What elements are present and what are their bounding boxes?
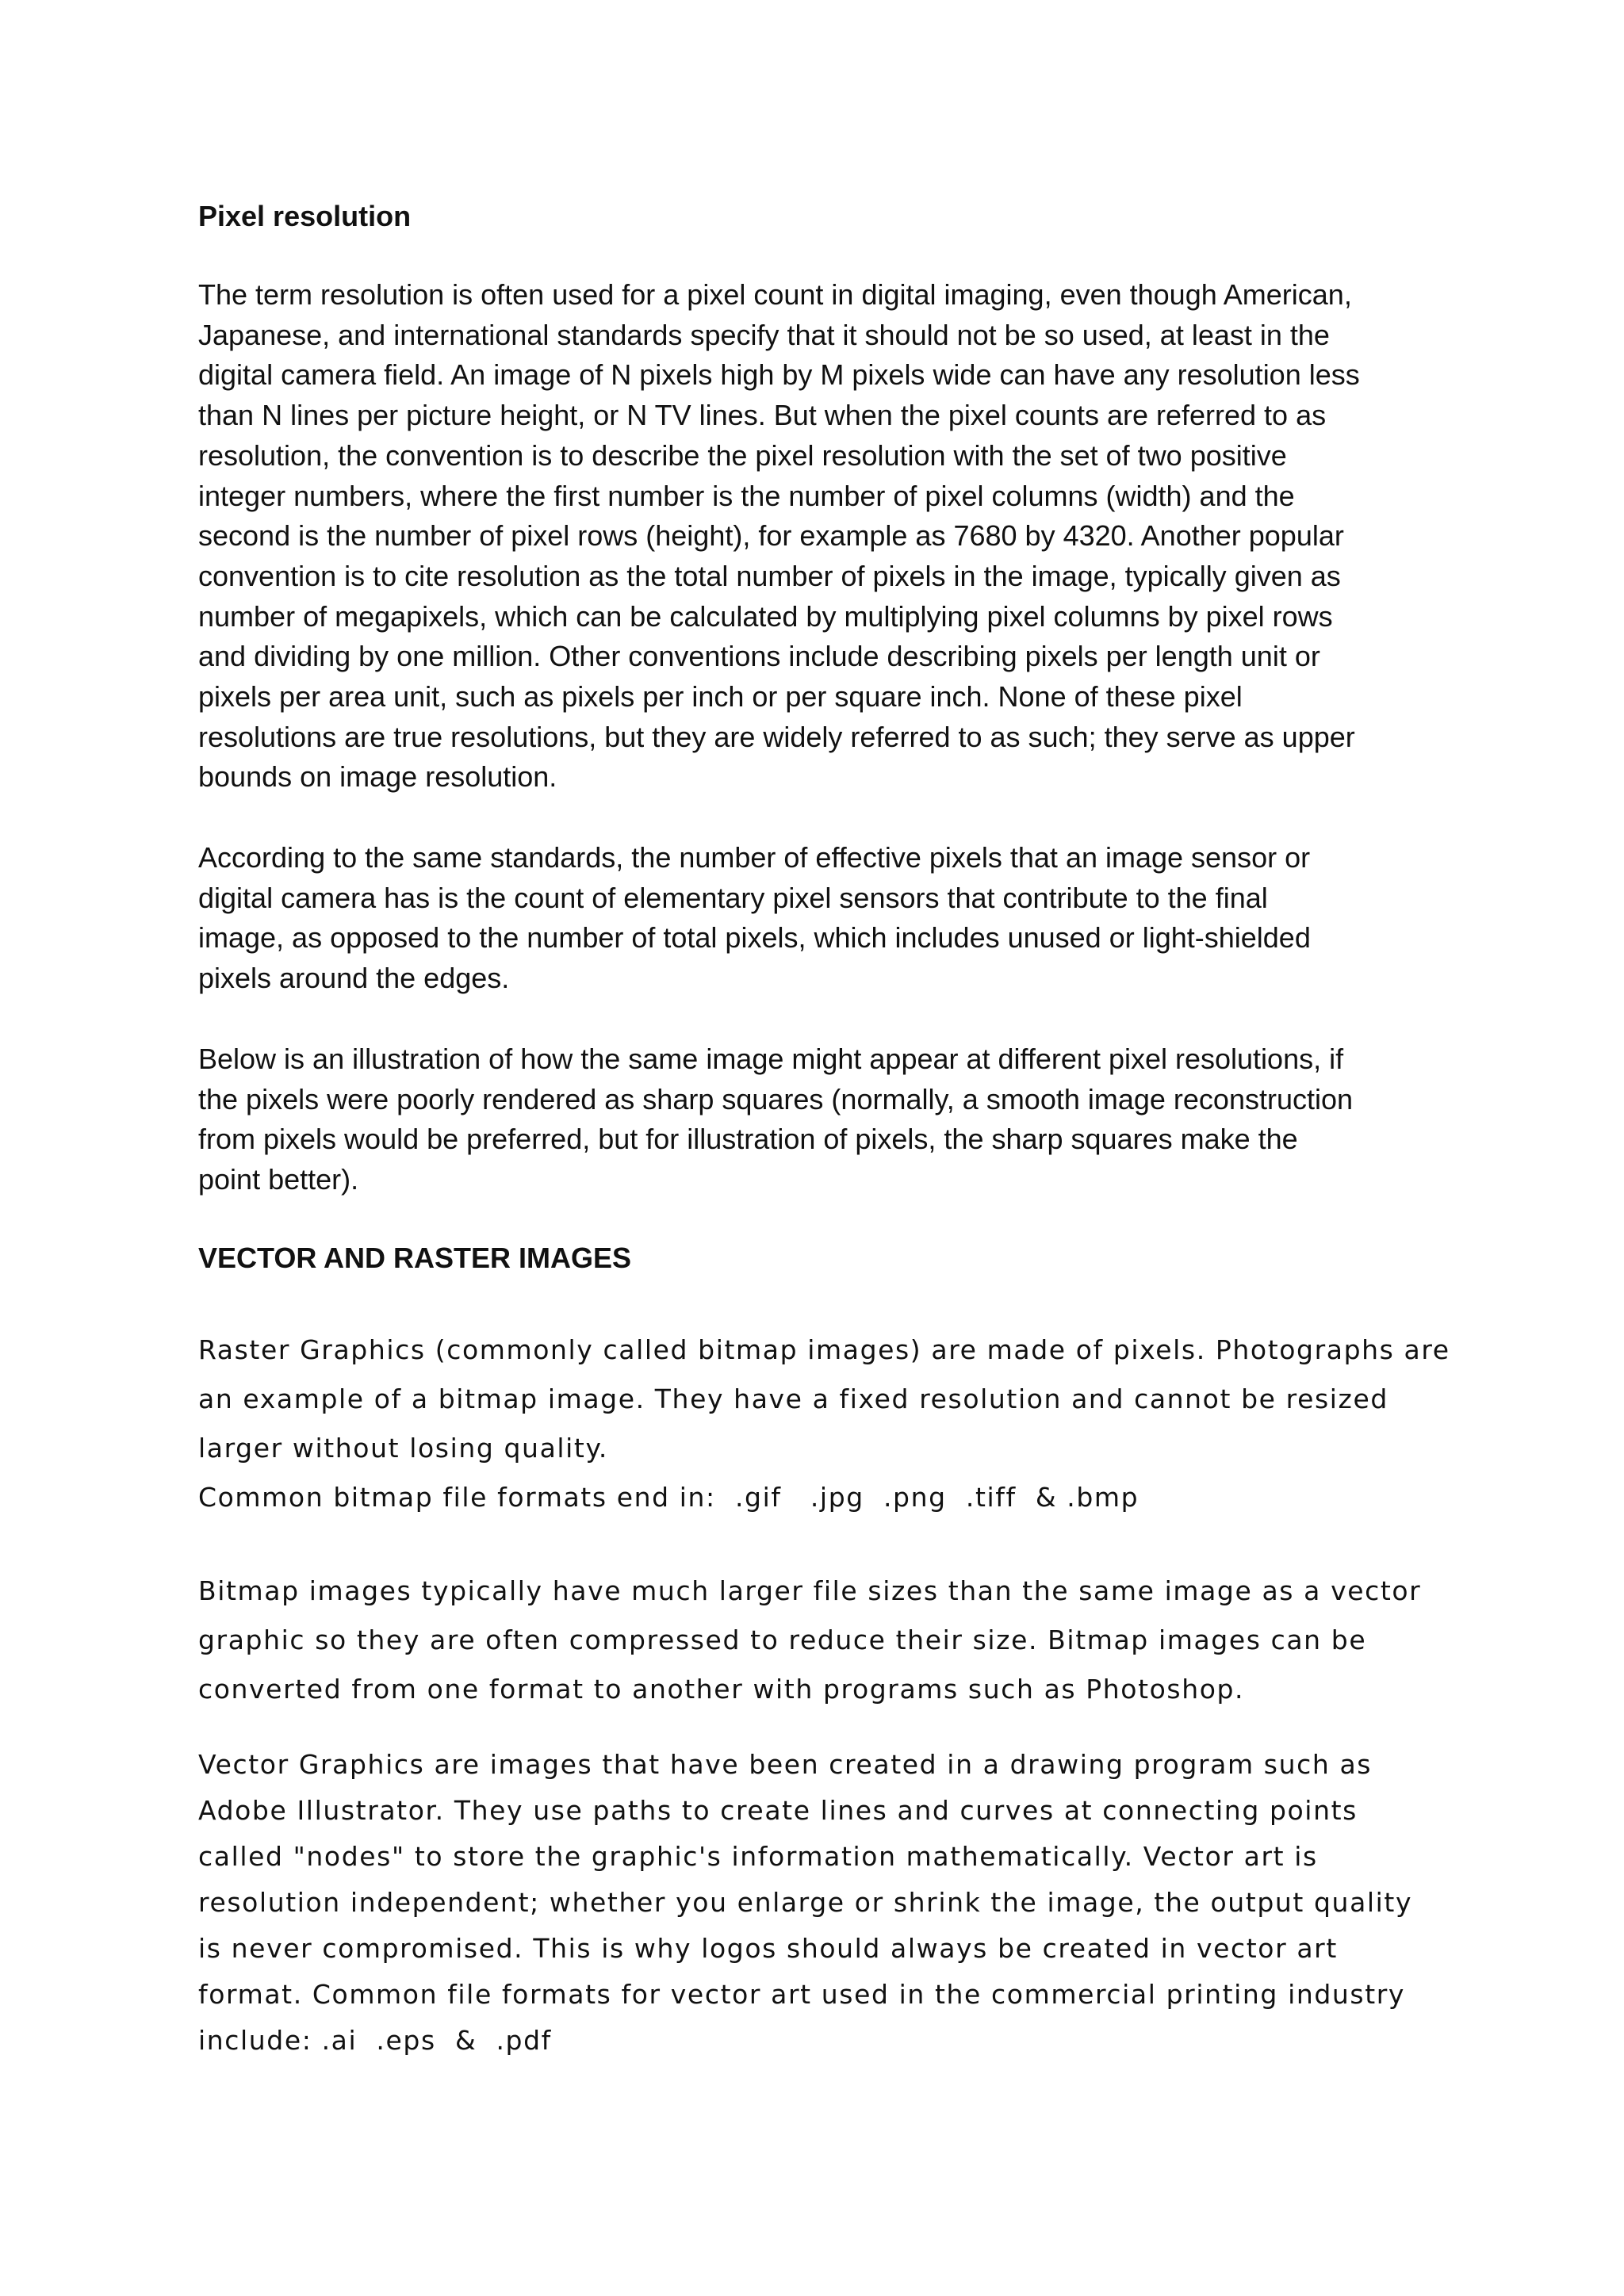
text-line: graphic so they are often compressed to reduce their size. Bitmap images can be bbox=[198, 1624, 1367, 1655]
text-line: image, as opposed to the number of total pixels, which includes unused or light-shielded bbox=[198, 921, 1311, 955]
text-line: called "nodes" to store the graphic's information mathematically. Vector art is bbox=[198, 1841, 1318, 1872]
text-line: converted from one format to another with programs such as Photoshop. bbox=[198, 1674, 1245, 1705]
paragraph-effective-pixels bbox=[198, 838, 1443, 999]
text-line: According to the same standards, the number of effective pixels that an image sensor or bbox=[198, 841, 1311, 874]
text-line: Below is an illustration of how the same image might appear at different pixel resolutions, if bbox=[198, 1043, 1344, 1075]
section-heading-pixel-resolution: Pixel resolution bbox=[198, 200, 412, 232]
text-line: digital camera has is the count of elementary pixel sensors that contribute to the final bbox=[198, 881, 1268, 914]
paragraph-raster-graphics bbox=[198, 1326, 1450, 1522]
text-line: larger without losing quality. bbox=[198, 1433, 608, 1464]
text-line: Vector Graphics are images that have been created in a drawing program such as bbox=[198, 1749, 1373, 1780]
paragraph-illustration-note bbox=[198, 1039, 1443, 1200]
text-line: bounds on image resolution. bbox=[198, 760, 557, 794]
text-line: and dividing by one million. Other conventions include describing pixels per length unit or bbox=[198, 640, 1320, 673]
text-line: an example of a bitmap image. They have a fixed resolution and cannot be resized bbox=[198, 1383, 1388, 1414]
text-line: is never compromised. This is why logos should always be created in vector art bbox=[198, 1933, 1338, 1964]
text-line: pixels per area unit, such as pixels per inch or per square inch. None of these pixel bbox=[198, 680, 1243, 714]
text-line: from pixels would be preferred, but for illustration of pixels, the sharp squares make the bbox=[198, 1123, 1298, 1156]
text-line: resolution, the convention is to describe the pixel resolution with the set of two positive bbox=[198, 438, 1287, 472]
text-line: resolutions are true resolutions, but they are widely referred to as such; they serve as upper bbox=[198, 720, 1355, 753]
paragraph-pixel-resolution-definition bbox=[198, 275, 1443, 798]
text-line: Raster Graphics (commonly called bitmap images) are made of pixels. Photographs are bbox=[198, 1334, 1450, 1365]
text-line: integer numbers, where the first number is the number of pixel columns (width) and the bbox=[198, 479, 1295, 512]
text-line: Adobe Illustrator. They use paths to create lines and curves at connecting points bbox=[198, 1795, 1358, 1826]
text-line: point better). bbox=[198, 1163, 359, 1196]
text-line: than N lines per picture height, or N TV lines. But when the pixel counts are referred to as bbox=[198, 399, 1327, 432]
text-line: format. Common file formats for vector art used in the commercial printing industry bbox=[198, 1979, 1406, 2010]
paragraph-vector-graphics bbox=[198, 1742, 1443, 2064]
text-line: resolution independent; whether you enlarge or shrink the image, the output quality bbox=[198, 1887, 1413, 1918]
text-line: number of megapixels, which can be calculated by multiplying pixel columns by pixel rows bbox=[198, 599, 1333, 633]
text-line: pixels around the edges. bbox=[198, 962, 510, 995]
section-heading-vector-raster: VECTOR AND RASTER IMAGES bbox=[198, 1242, 632, 1274]
text-line: Common bitmap file formats end in: .gif .jpg .png .tiff & .bmp bbox=[198, 1482, 1139, 1513]
text-line: Bitmap images typically have much larger file sizes than the same image as a vector bbox=[198, 1575, 1422, 1606]
text-line: digital camera field. An image of N pixels high by M pixels wide can have any resolution less bbox=[198, 358, 1360, 392]
text-line: include: .ai .eps & .pdf bbox=[198, 2025, 552, 2056]
text-line: second is the number of pixel rows (height), for example as 7680 by 4320. Another popular bbox=[198, 519, 1344, 553]
text-line: Japanese, and international standards specify that it should not be so used, at least in the bbox=[198, 318, 1330, 351]
text-line: convention is to cite resolution as the total number of pixels in the image, typically given as bbox=[198, 559, 1341, 592]
paragraph-bitmap-file-sizes bbox=[198, 1567, 1443, 1714]
text-line: The term resolution is often used for a pixel count in digital imaging, even though American, bbox=[198, 278, 1352, 311]
text-line: the pixels were poorly rendered as sharp squares (normally, a smooth image reconstruction bbox=[198, 1082, 1354, 1115]
